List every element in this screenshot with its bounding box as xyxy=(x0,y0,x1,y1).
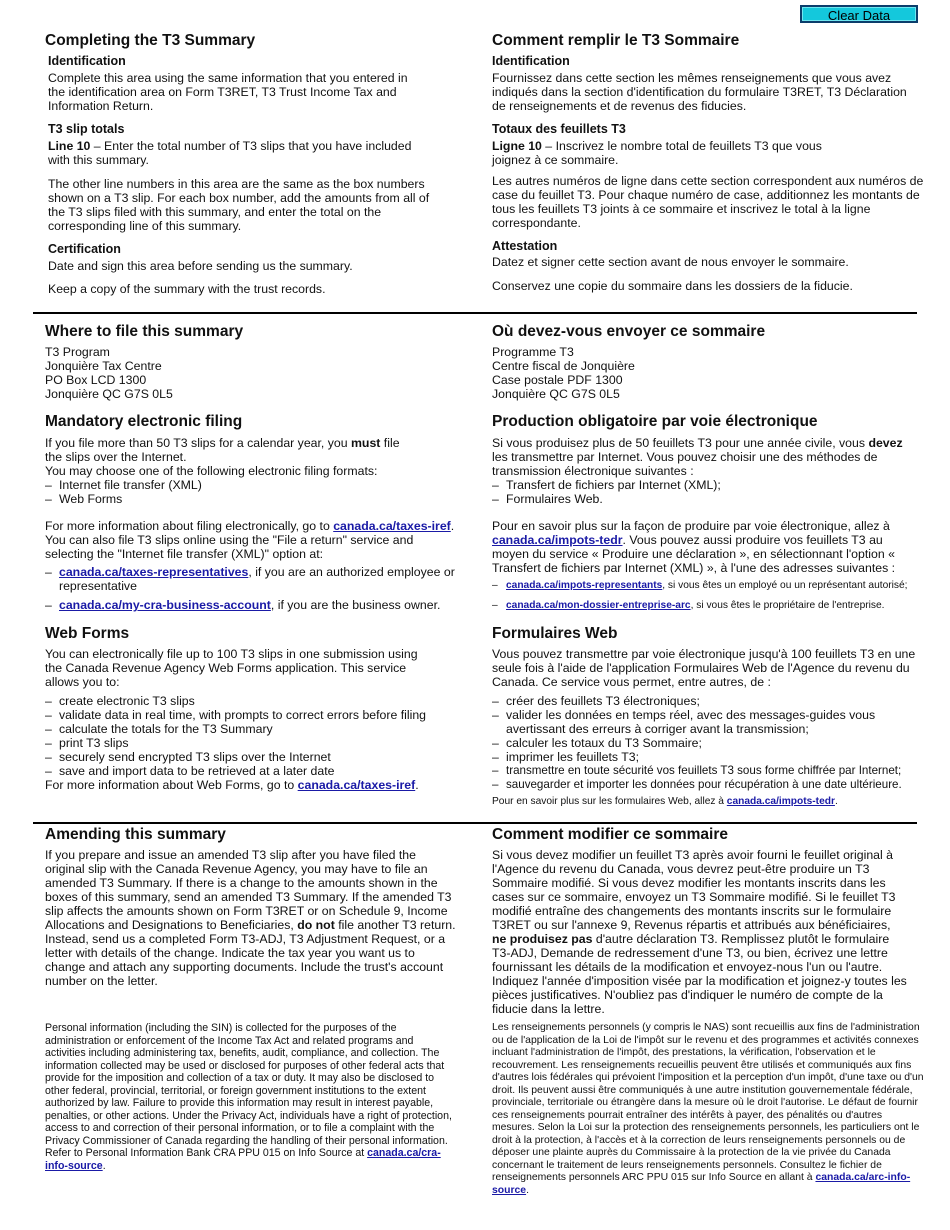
where-to-file-title-en: Where to file this summary xyxy=(45,323,244,340)
section-divider xyxy=(33,822,917,824)
list-item: – calculer les totaux du T3 Sommaire; xyxy=(492,736,892,750)
amending-text-fr: Si vous devez modifier un feuillet T3 après avoir fourni le feuillet original à l'Agence du revenu du Canada, vous devrez peut-être produire un T3 Sommaire modifié. Si vous devez modifier les montants inscrits dans les cases sur ce sommaire, envoyez un T3 Sommaire modifié. Si le feuillet T3 modifié entraîne des changements des montants inscrits sur le formulaire T3RET ou sur l'annexe 9, Revenus répartis et attribués aux bénéficiaires, ne produisez pas d'autre déclaration T3. Remplissez plutôt le formulaire T3-ADJ, Demande de redressement d'une T3, ou bien, écrivez une lettre fournissant les détails de la modification et envoyez-nous l'un ou l'autre. Indiquez l'année d'imposition visée par la modification et joignez-y toutes les pièces justificatives. N'oubliez pas d'indiquer le numéro de compte de la fiducie dans la lettre. xyxy=(492,848,907,1016)
list-item: – securely send encrypted T3 slips over the Internet xyxy=(45,750,465,764)
arc-info-source-link[interactable]: canada.ca/arc-info-source xyxy=(492,1172,911,1196)
web-forms-iref-link[interactable]: canada.ca/taxes-iref xyxy=(297,778,416,792)
certification-heading-en: Certification xyxy=(48,242,121,256)
mon-dossier-entreprise-arc-link[interactable]: canada.ca/mon-dossier-entreprise-arc xyxy=(506,599,691,611)
privacy-notice-fr: Les renseignements personnels (y compris le NAS) sont recueillis aux fins de l'administration ou de l'application de la Loi de l'impôt sur le revenu et des programmes et activités connexes incluant l'administration de l'impôt, des prestations, la vérification, l'observation et le recouvrement. Les renseignements recueillis peuvent être utilisés et communiqués aux fins d'autres lois fédérales qui prévoient l'imposition et la perception d'un impôt, d'une taxe ou d'un droit. Ils peuvent aussi être communiqués à une autre institution gouvernementale fédérale, provinciale, territoriale ou étrangère dans la mesure où le droit l'autorise. Le défaut de fournir ces renseignements pourrait entraîner des intérêts à payer, des pénalités ou d'autres mesures. Selon la Loi sur la protection des renseignements personnels, les particuliers ont le droit à la protection, à l'accès et à la correction de leurs renseignements personnels ou de déposer une plainte auprès du Commissaire à la protection de la vie privée du Canada concernant le traitement de leurs renseignements personnels. Consultez le fichier de renseignements personnels ARC PPU 015 sur Info Source en allant à canada.ca/arc-info-source. xyxy=(492,1022,924,1196)
amending-title-en: Amending this summary xyxy=(45,826,226,843)
list-item: – create electronic T3 slips xyxy=(45,694,465,708)
list-item: – Internet file transfer (XML) xyxy=(45,478,425,492)
list-item: – Web Forms xyxy=(45,492,425,506)
mandatory-text-fr: Si vous produisez plus de 50 feuillets T3 pour une année civile, vous devez les transmettre par Internet. Vous pouvez choisir une des méthodes de transmission électronique suivantes : xyxy=(492,436,903,478)
web-forms-more-en: For more information about Web Forms, go to canada.ca/taxes-iref. xyxy=(45,778,419,792)
efiling-info-text-en: For more information about filing electronically, go to canada.ca/taxes-iref. You can also file T3 slips online using the "File a return" service and selecting the "Internet file transfer (XML)" option at: xyxy=(45,519,455,561)
clear-data-button[interactable]: Clear Data xyxy=(800,5,918,23)
list-item: – validate data in real time, with prompts to correct errors before filing xyxy=(45,708,465,722)
efiling-links-en xyxy=(45,565,455,612)
filing-address-en: T3 Program Jonquière Tax Centre PO Box LCD 1300 Jonquière QC G7S 0L5 xyxy=(45,345,173,401)
certification-text-fr: Datez et signer cette section avant de nous envoyer le sommaire. xyxy=(492,255,849,269)
mandatory-efiling-title-en: Mandatory electronic filing xyxy=(45,413,243,430)
list-item: – calculate the totals for the T3 Summary xyxy=(45,722,465,736)
list-item: – canada.ca/taxes-representatives, if you are an authorized employee or representative xyxy=(45,565,455,593)
identification-text-fr: Fournissez dans cette section les mêmes renseignements que vous avez indiqués dans la section d'identification du formulaire T3RET, T3 Déclaration de renseignements et de revenus des fiducies. xyxy=(492,71,907,113)
privacy-notice-en: Personal information (including the SIN) is collected for the purposes of the administration or enforcement of the Income Tax Act and related programs and activities including administering tax, benefits, audit, compliance, and collection. The information collected may be used or disclosed for purposes of other federal acts that provide for the imposition and collection of a tax or duty. It may also be disclosed to other federal, provincial, territorial, or foreign government institutions to the extent authorized by law. Failure to provide this information may result in interest payable, penalties, or other actions. Under the Privacy Act, individuals have a right of protection, access to and correction of their personal information, or to file a complaint with the Privacy Commissioner of Canada regarding the handling of their personal information. Refer to Personal Information Bank CRA PPU 015 on Info Source at canada.ca/cra-info-source. xyxy=(45,1022,452,1172)
web-forms-list-fr xyxy=(492,694,902,792)
line10-text-fr: Ligne 10 – Inscrivez le nombre total de feuillets T3 que vous joignez à ce sommaire. xyxy=(492,139,822,167)
keep-copy-text-en: Keep a copy of the summary with the trust records. xyxy=(48,282,326,296)
list-item: – créer des feuillets T3 électroniques; xyxy=(492,694,892,708)
formats-list-en xyxy=(45,478,425,506)
completing-title-fr: Comment remplir le T3 Sommaire xyxy=(492,32,740,49)
list-item: – Formulaires Web. xyxy=(492,492,912,506)
web-forms-more-fr: Pour en savoir plus sur les formulaires Web, allez à canada.ca/impots-tedr. xyxy=(492,796,838,807)
web-forms-title-fr: Formulaires Web xyxy=(492,625,618,642)
identification-heading-en: Identification xyxy=(48,54,126,68)
mandatory-efiling-title-fr: Production obligatoire par voie électronique xyxy=(492,413,818,430)
my-cra-business-account-link[interactable]: canada.ca/my-cra-business-account xyxy=(59,598,271,612)
certification-text-en: Date and sign this area before sending us the summary. xyxy=(48,259,353,273)
efiling-info-text-fr: Pour en savoir plus sur la façon de produire par voie électronique, allez à canada.ca/impots-tedr. Vous pouvez aussi produire vos feuillets T3 au moyen du service « Produire une déclaration », en sélectionnant l'option « Transfert de fichiers par Internet (XML) », à l'une des adresses suivantes : xyxy=(492,519,896,575)
list-item: – imprimer les feuillets T3; xyxy=(492,750,892,764)
list-item: – save and import data to be retrieved at a later date xyxy=(45,764,465,778)
taxes-iref-link[interactable]: canada.ca/taxes-iref xyxy=(333,519,451,533)
formats-list-fr xyxy=(492,478,912,506)
taxes-representatives-link[interactable]: canada.ca/taxes-representatives xyxy=(59,565,249,579)
slip-totals-heading-en: T3 slip totals xyxy=(48,122,125,136)
web-forms-intro-en: You can electronically file up to 100 T3 slips in one submission using the Canada Revenue Agency Web Forms application. This service allows you to: xyxy=(45,647,418,689)
web-forms-title-en: Web Forms xyxy=(45,625,130,642)
amending-text-en: If you prepare and issue an amended T3 slip after you have filed the original slip with the Canada Revenue Agency, you may have to file an amended T3 Summary. If there is a change to the amounts shown in the boxes of this summary, send an amended T3 Summary. If the amended T3 slip affects the amounts shown on Form T3RET or on Schedule 9, Income Allocations and Designations to Beneficiaries, do not file another T3 return. Instead, send us a completed Form T3-ADJ, T3 Adjustment Request, or a letter with details of the change. Indicate the tax year you want us to change and attach any supporting documents. Include the trust's account number on the letter. xyxy=(45,848,456,988)
web-forms-list-en xyxy=(45,694,465,778)
cra-info-source-link[interactable]: canada.ca/cra-info-source xyxy=(45,1147,441,1172)
list-item: – canada.ca/mon-dossier-entreprise-arc, si vous êtes le propriétaire de l'entreprise. xyxy=(492,600,924,613)
other-lines-text-fr: Les autres numéros de ligne dans cette section correspondent aux numéros de case du feuillet T3. Pour chaque numéro de case, additionnez les montants de tous les feuillets T3 joints à ce sommaire et inscrivez le total à la ligne correspondante. xyxy=(492,174,924,230)
web-forms-tedr-link[interactable]: canada.ca/impots-tedr xyxy=(726,796,835,807)
completing-title-en: Completing the T3 Summary xyxy=(45,32,256,49)
mandatory-text-en: If you file more than 50 T3 slips for a calendar year, you must file the slips over the Internet. xyxy=(45,436,400,464)
impots-tedr-link[interactable]: canada.ca/impots-tedr xyxy=(492,533,623,547)
identification-heading-fr: Identification xyxy=(492,54,570,68)
list-item: – Transfert de fichiers par Internet (XML); xyxy=(492,478,912,492)
line10-text-en: Line 10 – Enter the total number of T3 slips that you have included with this summary. xyxy=(48,139,412,167)
filing-address-fr: Programme T3 Centre fiscal de Jonquière Case postale PDF 1300 Jonquière QC G7S 0L5 xyxy=(492,345,635,401)
section-divider xyxy=(33,312,917,314)
other-lines-text-en: The other line numbers in this area are the same as the box numbers shown on a T3 slip. For each box number, add the amounts from all of the T3 slips filed with this summary, and enter the total on the corresponding line of this summary. xyxy=(48,177,430,233)
impots-representants-link[interactable]: canada.ca/impots-representants xyxy=(506,580,663,591)
slip-totals-heading-fr: Totaux des feuillets T3 xyxy=(492,122,626,136)
list-item: – canada.ca/my-cra-business-account, if you are the business owner. xyxy=(45,598,455,612)
list-item: – transmettre en toute sécurité vos feuillets T3 sous forme chiffrée par Internet; xyxy=(492,764,892,778)
identification-text-en: Complete this area using the same information that you entered in the identification area on Form T3RET, T3 Trust Income Tax and Information Return. xyxy=(48,71,408,113)
list-item: – canada.ca/impots-representants, si vous êtes un employé ou un représentant autorisé; xyxy=(492,580,924,593)
list-item: – sauvegarder et importer les données pour récupération à une date ultérieure. xyxy=(492,778,892,792)
list-item: – valider les données en temps réel, avec des messages-guides vous avertissant des erreurs à corriger avant la transmission; xyxy=(492,708,892,736)
where-to-file-title-fr: Où devez-vous envoyer ce sommaire xyxy=(492,323,766,340)
certification-heading-fr: Attestation xyxy=(492,239,558,253)
list-item: – print T3 slips xyxy=(45,736,465,750)
web-forms-intro-fr: Vous pouvez transmettre par voie électronique jusqu'à 100 feuillets T3 en une seule fois à l'aide de l'application Formulaires Web de l'Agence du revenu du Canada. Ce service vous permet, entre autres, de : xyxy=(492,647,916,689)
keep-copy-text-fr: Conservez une copie du sommaire dans les dossiers de la fiducie. xyxy=(492,279,853,293)
formats-intro-en: You may choose one of the following electronic filing formats: xyxy=(45,464,378,478)
amending-title-fr: Comment modifier ce sommaire xyxy=(492,826,729,843)
efiling-links-fr xyxy=(492,580,924,612)
